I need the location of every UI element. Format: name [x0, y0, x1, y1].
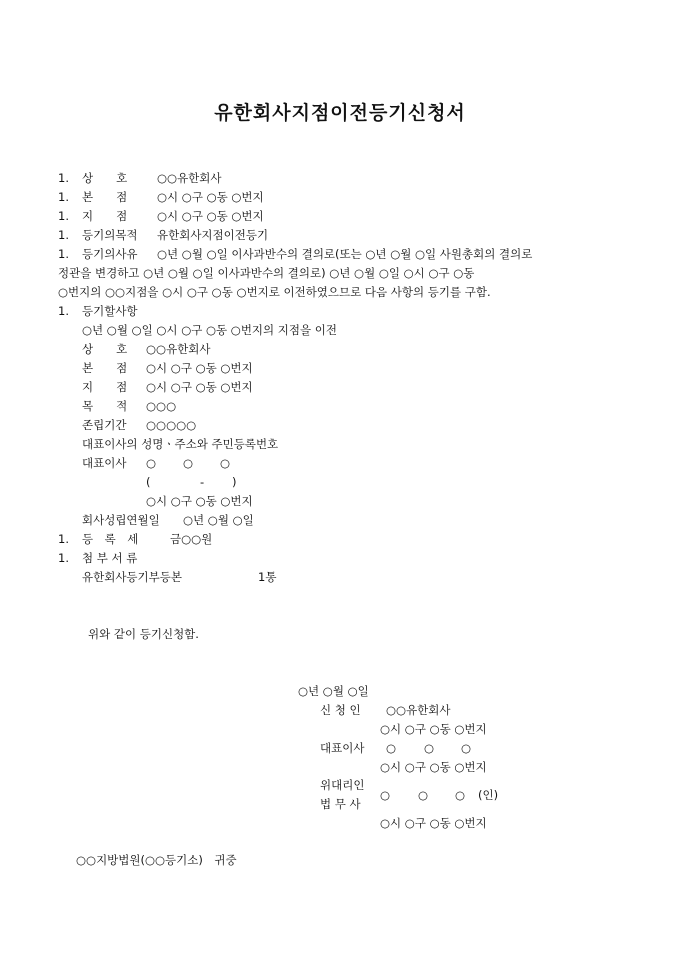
- statement: 위와 같이 등기신청함.: [88, 627, 199, 641]
- reg-label-head-office: 본 점: [82, 361, 128, 375]
- attach-label: 첨 부 서 류: [82, 551, 138, 565]
- item-number: 1.: [58, 171, 69, 185]
- estab-label: 회사성립연월일: [82, 513, 160, 527]
- item-value-head-office: ○시 ○구 ○동 ○번지: [157, 190, 264, 204]
- item-number: 1.: [58, 304, 69, 318]
- item-value-trade-name: ○○유한회사: [157, 171, 222, 185]
- rep-label: 대표이사: [82, 456, 127, 470]
- item-value-reason: ○년 ○월 ○일 이사과반수의 결의로(또는 ○년 ○월 ○일 사원총회의 결의로: [157, 247, 533, 261]
- reg-label-trade-name: 상 호: [82, 342, 128, 356]
- applicant-address: ○시 ○구 ○동 ○번지: [380, 722, 487, 736]
- sign-rep-address: ○시 ○구 ○동 ○번지: [380, 760, 487, 774]
- rep-address: ○시 ○구 ○동 ○번지: [146, 494, 253, 508]
- rep-id-dash: -: [200, 475, 205, 489]
- agent-mark: ○: [380, 788, 391, 802]
- item-label-trade-name: 상 호: [82, 171, 128, 185]
- item-label-reason: 등기의사유: [82, 247, 138, 261]
- reg-value-branch: ○시 ○구 ○동 ○번지: [146, 380, 253, 394]
- reg-value-purpose: ○○○: [146, 399, 177, 413]
- attach-document: 유한회사등기부등본: [82, 570, 182, 584]
- agent-mark: ○: [418, 788, 429, 802]
- tax-label: 등 록 세: [82, 532, 139, 546]
- applicant-value: ○○유한회사: [386, 703, 451, 717]
- sign-rep-label: 대표이사: [320, 741, 365, 755]
- item-label-head-office: 본 점: [82, 190, 128, 204]
- reason-continuation: 정관을 변경하고 ○년 ○월 ○일 이사과반수의 결의로) ○년 ○월 ○일 ○시 ○구 ○동: [58, 266, 475, 280]
- agent-label: 위대리인: [320, 778, 365, 792]
- reg-value-duration: ○○○○○: [146, 418, 197, 432]
- item-number: 1.: [58, 247, 69, 261]
- item-number: 1.: [58, 551, 69, 565]
- applicant-label: 신 청 인: [320, 703, 361, 717]
- reg-label-branch: 지 점: [82, 380, 128, 394]
- rep-id-open: (: [146, 475, 151, 489]
- reg-label-duration: 존립기간: [82, 418, 127, 432]
- rep-name-mark: ○: [146, 456, 157, 470]
- agent-title-label: 법 무 사: [320, 797, 361, 811]
- seal-mark: (인): [478, 788, 499, 802]
- document-title: 유한회사지점이전등기신청서: [214, 102, 466, 124]
- reg-value-head-office: ○시 ○구 ○동 ○번지: [146, 361, 253, 375]
- reg-label-purpose: 목 적: [82, 399, 128, 413]
- sign-rep-mark: ○: [424, 741, 435, 755]
- item-number: 1.: [58, 190, 69, 204]
- court-addressee: ○○지방법원(○○등기소) 귀중: [76, 853, 237, 867]
- item-label-branch: 지 점: [82, 209, 128, 223]
- attach-count: 1통: [258, 570, 277, 584]
- item-value-purpose: 유한회사지점이전등기: [157, 228, 269, 242]
- reg-value-trade-name: ○○유한회사: [146, 342, 211, 356]
- sign-rep-mark: ○: [461, 741, 472, 755]
- rep-heading: 대표이사의 성명ㆍ주소와 주민등록번호: [82, 437, 279, 451]
- sign-rep-mark: ○: [386, 741, 397, 755]
- tax-value: 금○○원: [170, 532, 213, 546]
- estab-value: ○년 ○월 ○일: [183, 513, 254, 527]
- item-value-branch: ○시 ○구 ○동 ○번지: [157, 209, 264, 223]
- agent-address: ○시 ○구 ○동 ○번지: [380, 816, 487, 830]
- reason-continuation: ○번지의 ○○지점을 ○시 ○구 ○동 ○번지로 이전하였으므로 다음 사항의 등기를 구함.: [58, 285, 491, 299]
- item-number: 1.: [58, 532, 69, 546]
- application-date: ○년 ○월 ○일: [298, 684, 369, 698]
- item-label-purpose: 등기의목적: [82, 228, 138, 242]
- rep-name-mark: ○: [220, 456, 231, 470]
- reg-matters-line: ○년 ○월 ○일 ○시 ○구 ○동 ○번지의 지점을 이전: [82, 323, 338, 337]
- item-number: 1.: [58, 209, 69, 223]
- item-number: 1.: [58, 228, 69, 242]
- rep-id-close: ): [232, 475, 237, 489]
- reg-matters-heading: 등기할사항: [82, 304, 138, 318]
- rep-name-mark: ○: [183, 456, 194, 470]
- agent-mark: ○: [455, 788, 466, 802]
